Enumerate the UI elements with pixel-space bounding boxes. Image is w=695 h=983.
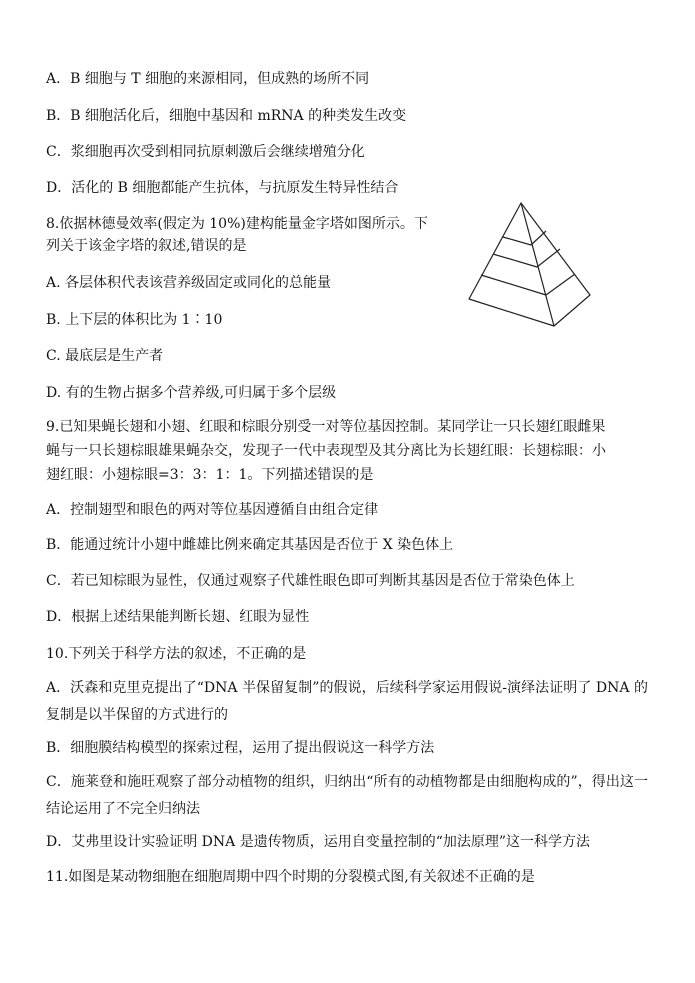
pyramid-right-edge [521,203,590,326]
q8-option-a: A. 各层体积代表该营养级固定或同化的总能量 [46,275,332,291]
q7-option-c: C．浆细胞再次受到相同抗原刺激后会继续增殖分化 [46,144,365,160]
q9-option-d: D．根据上述结果能判断长翅、红眼为显性 [46,609,310,625]
q9-stem-line1: 9.已知果蝇长翅和小翅、红眼和棕眼分别受一对等位基因控制。某同学让一只长翅红眼雌果 [46,419,606,435]
q9-stem-line3: 翅红眼：小翅棕眼=3：3：1：1。下列描述错误的是 [46,467,374,483]
q7-option-b: B．B 细胞活化后，细胞中基因和 mRNA 的种类发生改变 [46,108,407,124]
q8-option-c: C. 最底层是生产者 [46,348,164,364]
q8-option-b: B. 上下层的体积比为 1∶10 [46,312,223,328]
q7-option-a: A．B 细胞与 T 细胞的来源相同，但成熟的场所不同 [46,71,370,87]
q10-option-d: D．艾弗里设计实验证明 DNA 是遗传物质，运用自变量控制的“加法原理”这一科学方法 [46,834,591,850]
q10-option-a: A．沃森和克里克提出了“DNA 半保留复制”的假说，后续科学家运用假说-演绎法证明了 DNA 的复制是以半保留的方式进行的 [46,680,648,723]
q8-stem-line1: 8.依据林德曼效率(假定为 10%)建构能量金字塔如图所示。下 [46,216,428,232]
q8-option-d: D. 有的生物占据多个营养级,可归属于多个层级 [46,385,337,401]
q7-option-d: D．活化的 B 细胞都能产生抗体，与抗原发生特异性结合 [46,180,399,196]
q9-option-b: B．能通过统计小翅中雌雄比例来确定其基因是否位于 X 染色体上 [46,537,454,553]
q10-option-b: B．细胞膜结构模型的探索过程，运用了提出假说这一科学方法 [46,740,435,756]
q11-stem: 11.如图是某动物细胞在细胞周期中四个时期的分裂模式图,有关叙述不正确的是 [46,869,535,885]
pyramid-layer-line-3 [481,274,575,295]
pyramid-layer-line-2 [493,249,560,267]
pyramid-front-left-edge [469,203,554,326]
q10-option-c: C．施莱登和施旺观察了部分动植物的组织，归纳出“所有的动植物都是由细胞构成的”，得出这一结论运用了不完全归纳法 [46,774,648,817]
q9-stem-line2: 蝇与一只长翅棕眼雄果蝇杂交，发现子一代中表现型及其分离比为长翅红眼：长翅棕眼：小 [46,443,606,459]
pyramid-layer-line-1 [503,231,546,245]
q9-option-c: C．若已知棕眼为显性，仅通过观察子代雄性眼色即可判断其基因是否位于常染色体上 [46,573,575,589]
energy-pyramid-figure [466,201,592,329]
q10-stem: 10.下列关于科学方法的叙述，不正确的是 [46,646,307,662]
q8-stem-line2: 列关于该金字塔的叙述,错误的是 [46,238,247,254]
q9-option-a: A．控制翅型和眼色的两对等位基因遵循自由组合定律 [46,502,379,518]
